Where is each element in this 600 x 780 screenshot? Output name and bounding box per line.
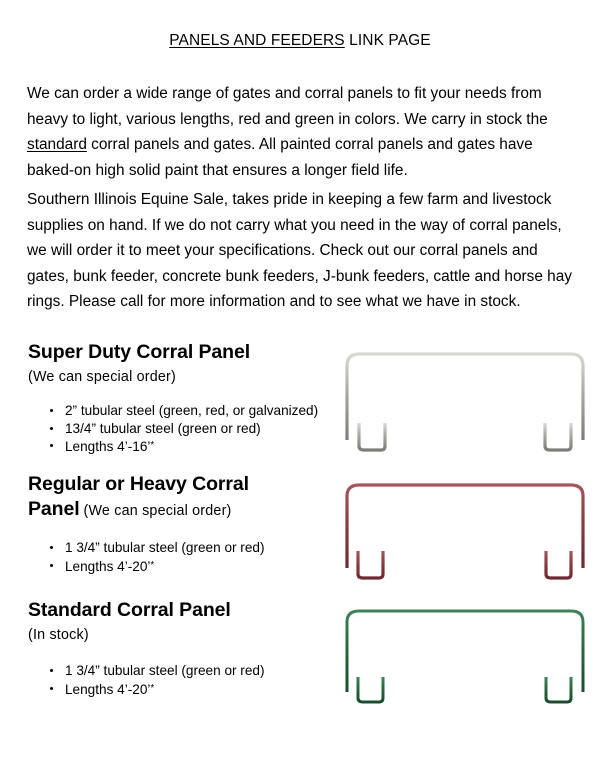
corral-panel-svg bbox=[341, 342, 589, 452]
list-item bbox=[28, 402, 328, 420]
spec-text: Lengths 4’-16’ bbox=[65, 439, 151, 454]
product-availability-note: (We can special order) bbox=[83, 503, 232, 519]
product-heading bbox=[28, 598, 328, 646]
list-item bbox=[28, 680, 328, 699]
intro-paragraph-part2: corral panels and gates. All painted corral panels and gates have baked-on high solid paint that ensures a longer field life. bbox=[27, 136, 533, 179]
list-item bbox=[28, 662, 328, 680]
intro-paragraph bbox=[27, 81, 575, 183]
product-heading-line1: Super Duty Corral Panel bbox=[28, 341, 251, 363]
corral-panel-svg bbox=[341, 476, 589, 581]
galvanized-corral-panel-image bbox=[341, 342, 589, 457]
footnote-asterisk: * bbox=[150, 559, 155, 571]
product-text-block bbox=[28, 472, 328, 575]
corral-panel-svg bbox=[341, 602, 589, 707]
spec-text: Lengths 4’-20’ bbox=[65, 558, 151, 574]
spec-text: 1 3/4” tubular steel (green or red) bbox=[65, 663, 265, 678]
product-text-block bbox=[28, 598, 328, 698]
page-title-rest: LINK PAGE bbox=[344, 32, 431, 49]
red-corral-panel-image bbox=[341, 476, 589, 586]
about-paragraph: Southern Illinois Equine Sale, takes pride in keeping a few farm and livestock supplies on hand. If we do not carry what you need in the way of corral panels, we will order it to meet your specifications. Check out our corral panels and gates, bunk feeder, concrete bunk feeders, J-bunk feeders, cattle and horse hay rings. Please call for more information and to see what we have in stock. bbox=[27, 191, 572, 311]
product-heading-line1: Standard Corral Panel bbox=[28, 599, 231, 621]
product-availability-note: (We can special order) bbox=[28, 369, 176, 385]
intro-paragraph-emphasis: standard bbox=[27, 136, 87, 154]
product-heading-line1: Regular or Heavy Corral bbox=[28, 473, 249, 495]
page-title-underlined: PANELS AND FEEDERS bbox=[169, 32, 345, 49]
green-corral-panel-image bbox=[341, 602, 589, 712]
spec-text: Lengths 4’-20’ bbox=[65, 681, 151, 697]
product-heading-line2-row bbox=[28, 497, 328, 522]
page-title bbox=[0, 32, 600, 50]
list-item bbox=[28, 539, 328, 557]
product-heading bbox=[28, 340, 328, 388]
list-item bbox=[28, 437, 328, 456]
product-heading-line2: Panel bbox=[28, 498, 80, 520]
list-item bbox=[28, 420, 328, 438]
spec-text: 2” tubular steel (green, red, or galvanized) bbox=[65, 403, 319, 418]
product-text-block bbox=[28, 340, 328, 456]
product-heading bbox=[28, 472, 328, 522]
product-spec-list bbox=[28, 662, 328, 698]
list-item bbox=[28, 557, 328, 576]
footnote-asterisk: * bbox=[150, 682, 155, 694]
product-spec-list bbox=[28, 539, 328, 575]
product-availability-note: (In stock) bbox=[28, 627, 89, 643]
spec-text: 13/4” tubular steel (green or red) bbox=[65, 420, 261, 436]
footnote-asterisk: * bbox=[150, 440, 155, 451]
spec-text: 1 3/4” tubular steel (green or red) bbox=[65, 540, 265, 555]
intro-paragraph-part1: We can order a wide range of gates and corral panels to fit your needs from heavy to light, various lengths, red and green in colors. We carry in stock the bbox=[27, 85, 548, 128]
product-spec-list bbox=[28, 402, 328, 456]
